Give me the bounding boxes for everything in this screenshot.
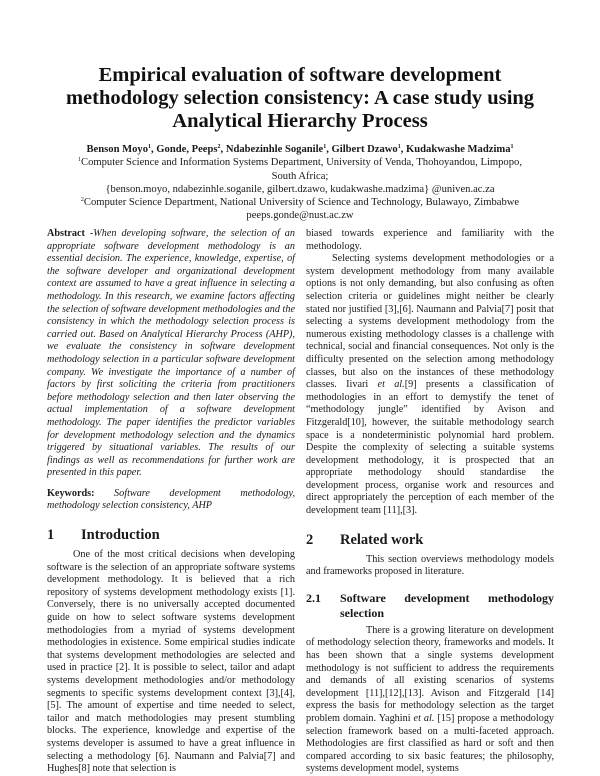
section-number: 2 xyxy=(306,531,314,548)
section-title: Introduction xyxy=(81,527,160,544)
affiliation-1-emails: {benson.moyo, ndabezinhle.soganile, gilbert.dzawo, kudakwashe.madzima} @univen.ac.za xyxy=(105,183,495,195)
author-name: Gonde, Peeps xyxy=(156,144,218,155)
et-al: et al. xyxy=(377,379,405,391)
affiliation-mark: 1 xyxy=(510,144,514,150)
section-heading-related-work xyxy=(306,532,554,548)
section-number: 1 xyxy=(47,527,55,544)
intro-paragraph-1: One of the most critical decisions when developing software is the selection of an appropriate software systems development methodology. It is believed that a rich repository of systems development methodology exists [1]. Conversely, there is no universally accepted documented guide on how to select software systems development methodologies from a myriad of systems development methodologies in existence. Some empirical studies indicate that systems development methodologies are selected and used in practice [2]. It is possible to select, tailor and adapt systems development methodologies and/or methodology segments to specific systems development context [3],[4],[5]. The amount of expertise and time needed to select, tailor and match methodologies may present stumbling blocks. The experience, knowledge and expertise of the systems developer is assumed to have a great influence in selecting a methodology [6]. Naumann and Palvia[7] and Hughes[8] note that selection is xyxy=(47,549,295,775)
author-name: Kudakwashe Madzima xyxy=(406,144,511,155)
keywords xyxy=(47,488,295,513)
abstract-text: -When developing software, the selection of an appropriate software development methodology is an essential decision. The experience, knowledge, expertise, of the software developer and organizational development context are assumed to have a great influence in selecting a methodology. In this research, we examine factors affecting the selection of software development methodologies and the consistency in which the methodology selection process is carried out. Based on Analytical Hierarchy Process (AHP), we evaluate the consistency in software development methodology selection in a particular software development company. We investigate the importance of a number of factors by first soliciting the criteria from practitioners before methodology selection and then later observing the actual implementation of a software development methodology. The paper identifies the predictor variables for development methodology selection and the dynamics triggered by situational variables. The results of our findings as well as recommendations for further work are presented in this paper. xyxy=(47,228,295,479)
affiliation-text: Computer Science Department, National University of Science and Technology, Bulawayo, Zimbabwe xyxy=(83,197,520,209)
related-paragraph-1: This section overviews methodology models and frameworks proposed in literature. xyxy=(306,553,554,578)
paper-title: Empirical evaluation of software development methodology selection consistency: A case study using Analytical Hierarchy Process xyxy=(65,64,535,132)
affiliation-1-country: South Africa; xyxy=(271,170,329,182)
keywords-text: Software development methodology, methodology selection consistency, AHP xyxy=(47,487,295,512)
right-column xyxy=(306,228,554,776)
affiliation-mark: 1 xyxy=(148,144,151,150)
abstract xyxy=(47,228,295,480)
section-heading-introduction xyxy=(47,527,295,543)
affiliation-1 xyxy=(30,156,570,169)
paragraph-text: [9] presents a classification of methodologies in an effort to demystify the tenet of “methodology jungle” identified by Avison and Fitzgerald[10], however, the suitable methodology search space is a nondeterministic polynomial hard problem. Despite the complexity of selecting a suitable systems development methodology, it is prospected that an appropriate methodology should standardise the development process, organise work and resources and direct appropriately the perception of each member of the development team [11],[3]. xyxy=(306,379,554,517)
keywords-label: Keywords: xyxy=(47,487,95,499)
author-name: Gilbert Dzawo xyxy=(331,144,398,155)
affiliation-2-email: peeps.gonde@nust.ac.zw xyxy=(246,210,354,222)
subsection-title: Software development methodology selection xyxy=(340,590,554,620)
paragraph-text: There is a growing literature on development of methodology selection theory, frameworks and models. It has been shown that a single systems development methodology is not sufficient to address the requirements and demands of all existing scenarios of systems development [11],[12],[13]. Avison and Fitzgerald [14] express the basis for methodology selection as the target problem domain. Yaghini xyxy=(306,624,554,724)
left-column xyxy=(47,228,295,776)
affiliation-text: Computer Science and Information Systems Department, University of Venda, Thohoyandou, Limpopo, xyxy=(81,157,522,169)
intro-paragraph-1-continued: biased towards experience and familiarity with the methodology. xyxy=(306,228,554,252)
affiliation-mark: 2 xyxy=(80,197,84,204)
author-name: Benson Moyo xyxy=(86,144,148,155)
paragraph-text: [15] propose a methodology selection framework based on a multi-faceted approach. Methodologies are first classified as hard or soft and then compared according to six basic features; the philosophy, systems development model, systems xyxy=(306,713,555,775)
author-block xyxy=(30,143,570,223)
author-name: Ndabezinhle Soganile xyxy=(225,144,324,155)
intro-paragraph-2 xyxy=(306,253,554,517)
affiliation-mark: 1 xyxy=(78,157,82,164)
abstract-label: Abstract xyxy=(47,228,85,239)
affiliation-mark: 1 xyxy=(323,144,327,150)
subsection-heading-methodology-selection xyxy=(306,591,554,621)
subsection-number: 2.1 xyxy=(306,590,321,605)
affiliation-2 xyxy=(30,196,570,209)
section-title: Related work xyxy=(340,531,424,548)
affiliation-mark: 2 xyxy=(217,144,221,150)
affiliation-mark: 1 xyxy=(397,144,401,150)
et-al: et al. xyxy=(413,713,435,724)
paragraph-text: Selecting systems development methodologies or a system development methodology from many available options is not only demanding, but also confusing as often selection criteria or guidelines might neither be clearly stated nor justified [3],[6]. Naumann and Palvia[7] posit that selecting a systems development methodology from the numerous existing methodology classes is a challenge with technical, social and financial consequences. Not only is the difficulty presented on the selection among methodology classes, but also on the instances of these methodology classes. Iivari xyxy=(306,253,554,391)
author-list: Benson Moyo$^1$, Gonde, Peeps$^2$, Ndabezinhle Soganile$^1$, Gilbert Dzawo$^1$, Kudakwashe Madzima$^1$ xyxy=(86,144,514,155)
subsection-paragraph-1 xyxy=(306,625,554,776)
